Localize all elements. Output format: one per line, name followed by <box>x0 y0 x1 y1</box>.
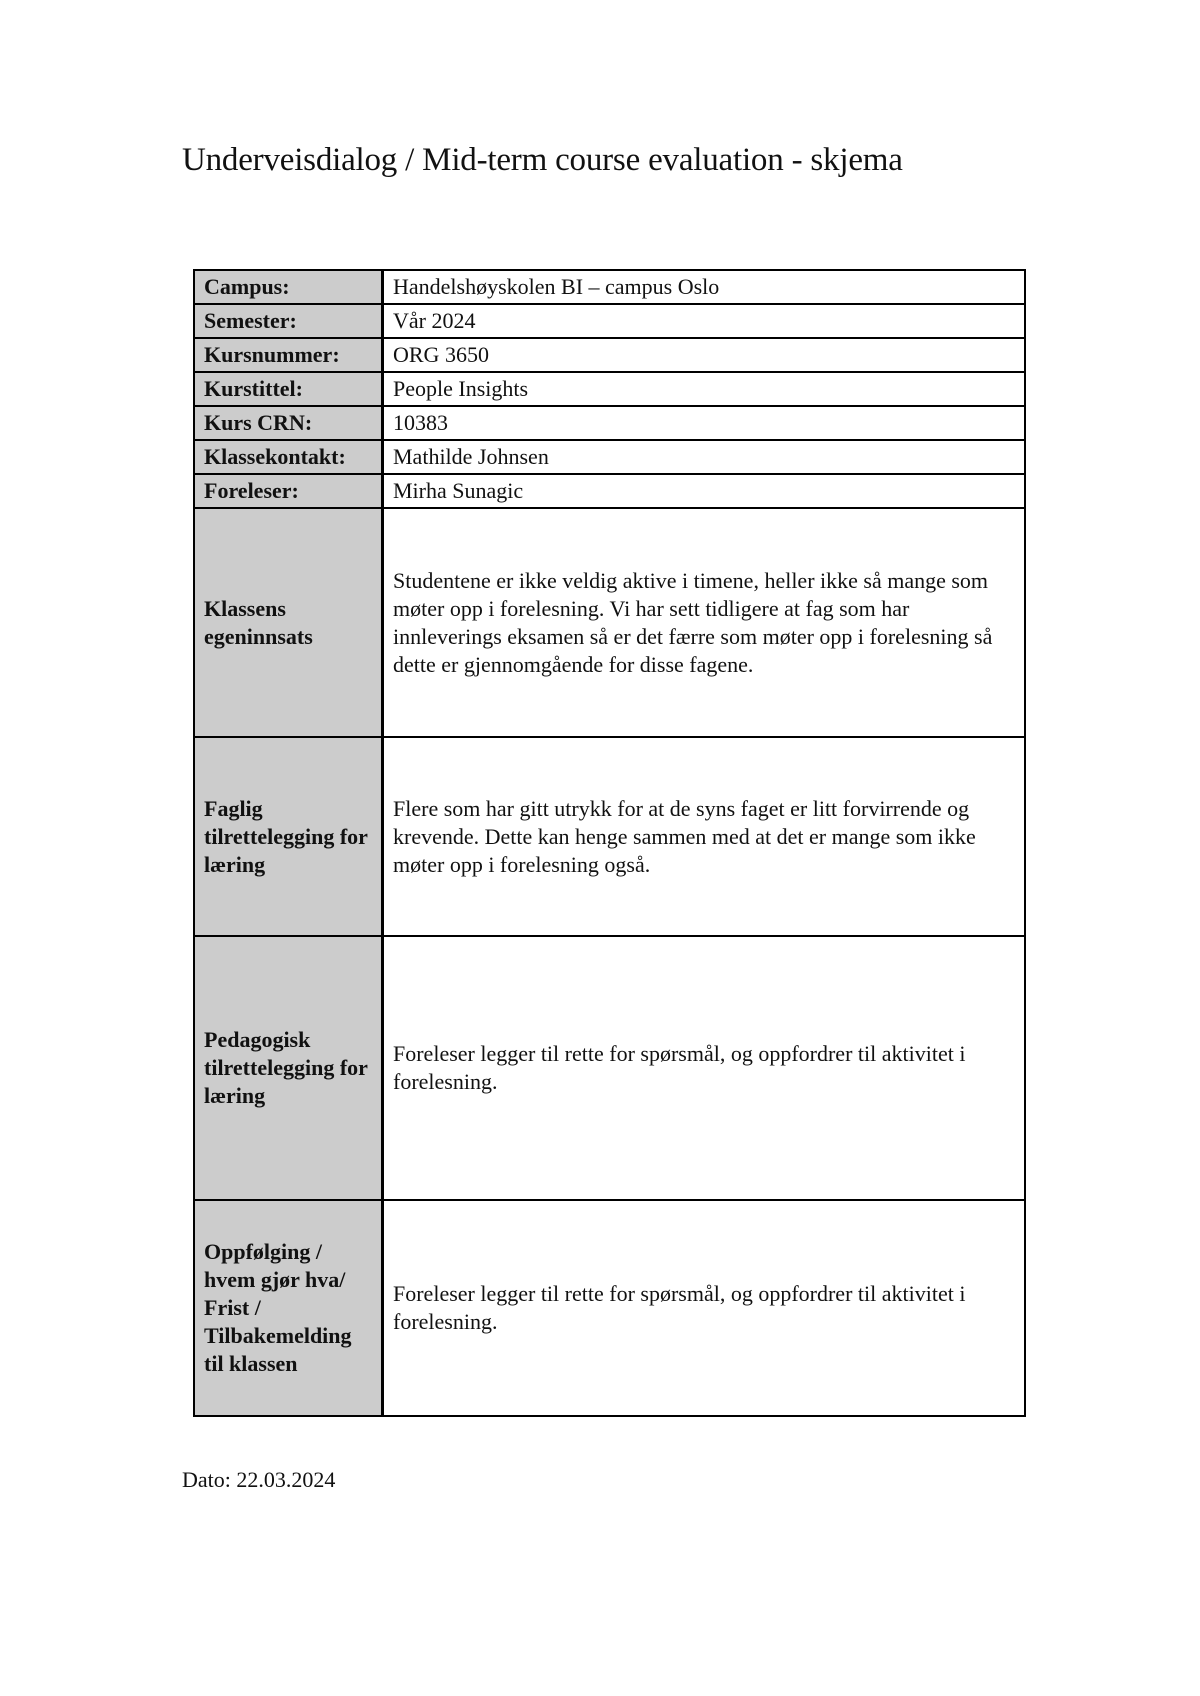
semester-value: Vår 2024 <box>383 304 1026 338</box>
table-row-pedagogisk-tilrettelegging <box>194 936 1025 1200</box>
klassens-egeninnsats-value: Studentene er ikke veldig aktive i timene, heller ikke så mange som møter opp i forelesning. Vi har sett tidligere at fag som har innleverings eksamen så er det færre som møter opp i forelesning så dette er gjennomgående for disse fagene. <box>383 508 1026 737</box>
kursnummer-label: Kursnummer: <box>194 338 383 372</box>
campus-value: Handelshøyskolen BI – campus Oslo <box>383 270 1026 304</box>
table-row-semester <box>194 304 1025 338</box>
pedagogisk-tilrettelegging-value: Foreleser legger til rette for spørsmål, og oppfordrer til aktivitet i forelesning. <box>383 936 1026 1200</box>
foreleser-label: Foreleser: <box>194 474 383 508</box>
document-date: Dato: 22.03.2024 <box>182 1467 336 1492</box>
kursnummer-value: ORG 3650 <box>383 338 1026 372</box>
table-row-klassens-egeninnsats <box>194 508 1025 737</box>
table-row-kursnummer <box>194 338 1025 372</box>
table-row-foreleser <box>194 474 1025 508</box>
kurs-crn-label: Kurs CRN: <box>194 406 383 440</box>
kurstittel-value: People Insights <box>383 372 1026 406</box>
faglig-tilrettelegging-value: Flere som har gitt utrykk for at de syns faget er litt forvirrende og krevende. Dette kan henge sammen med at det er mange som ikke møter opp i forelesning også. <box>383 737 1026 936</box>
kurs-crn-value: 10383 <box>383 406 1026 440</box>
kurstittel-label: Kurstittel: <box>194 372 383 406</box>
table-row-kurs-crn <box>194 406 1025 440</box>
oppfolging-value: Foreleser legger til rette for spørsmål, og oppfordrer til aktivitet i forelesning. <box>383 1200 1026 1416</box>
oppfolging-label: Oppfølging / hvem gjør hva/ Frist / Tilbakemelding til klassen <box>194 1200 383 1416</box>
klassekontakt-label: Klassekontakt: <box>194 440 383 474</box>
campus-label: Campus: <box>194 270 383 304</box>
table-row-faglig-tilrettelegging <box>194 737 1025 936</box>
faglig-tilrettelegging-label: Faglig tilrettelegging for læring <box>194 737 383 936</box>
semester-label: Semester: <box>194 304 383 338</box>
table-row-kurstittel <box>194 372 1025 406</box>
foreleser-value: Mirha Sunagic <box>383 474 1026 508</box>
table-row-campus <box>194 270 1025 304</box>
evaluation-form-table <box>193 269 1026 1417</box>
klassekontakt-value: Mathilde Johnsen <box>383 440 1026 474</box>
table-row-oppfolging <box>194 1200 1025 1416</box>
page-title: Underveisdialog / Mid-term course evaluation - skjema <box>182 142 903 178</box>
pedagogisk-tilrettelegging-label: Pedagogisk tilrettelegging for læring <box>194 936 383 1200</box>
klassens-egeninnsats-label: Klassens egeninnsats <box>194 508 383 737</box>
table-row-klassekontakt <box>194 440 1025 474</box>
